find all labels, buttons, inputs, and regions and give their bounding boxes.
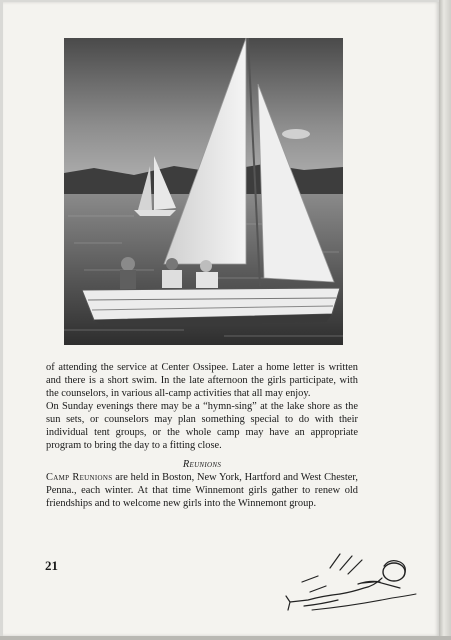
sunbathing-girl-sketch [282,552,420,614]
section-heading-reunions: Reunions [182,459,222,470]
reunion-text: are held in Boston, New York, Hartford and West Chester, Penna., each winter. At that time Winnemont girls gather to renew old friendships and to welcome new girls into the Winnemont group. [46,472,358,509]
reunion-lead: Camp Reunions [46,472,113,483]
paragraph-reunions [46,471,358,510]
sailboat-photo [64,38,343,345]
paragraph-sunday-evening: On Sunday evenings there may be a “hymn-sing” at the lake shore as the sun sets, or counselors may plan something special to do with their individual tent groups, or the whole camp may have an appropriate program to bring the day to a fitting close. [46,401,358,451]
page-edge [439,0,451,640]
page-number: 21 [45,558,58,573]
bottom-edge [0,636,451,640]
paragraph-sunday-afternoon: of attending the service at Center Ossipee. Later a home letter is written and there is a short swim. In the late afternoon the girls participate, with the counselors, in various all-camp activities that all may enjoy. [46,362,358,399]
body-text [46,361,358,510]
